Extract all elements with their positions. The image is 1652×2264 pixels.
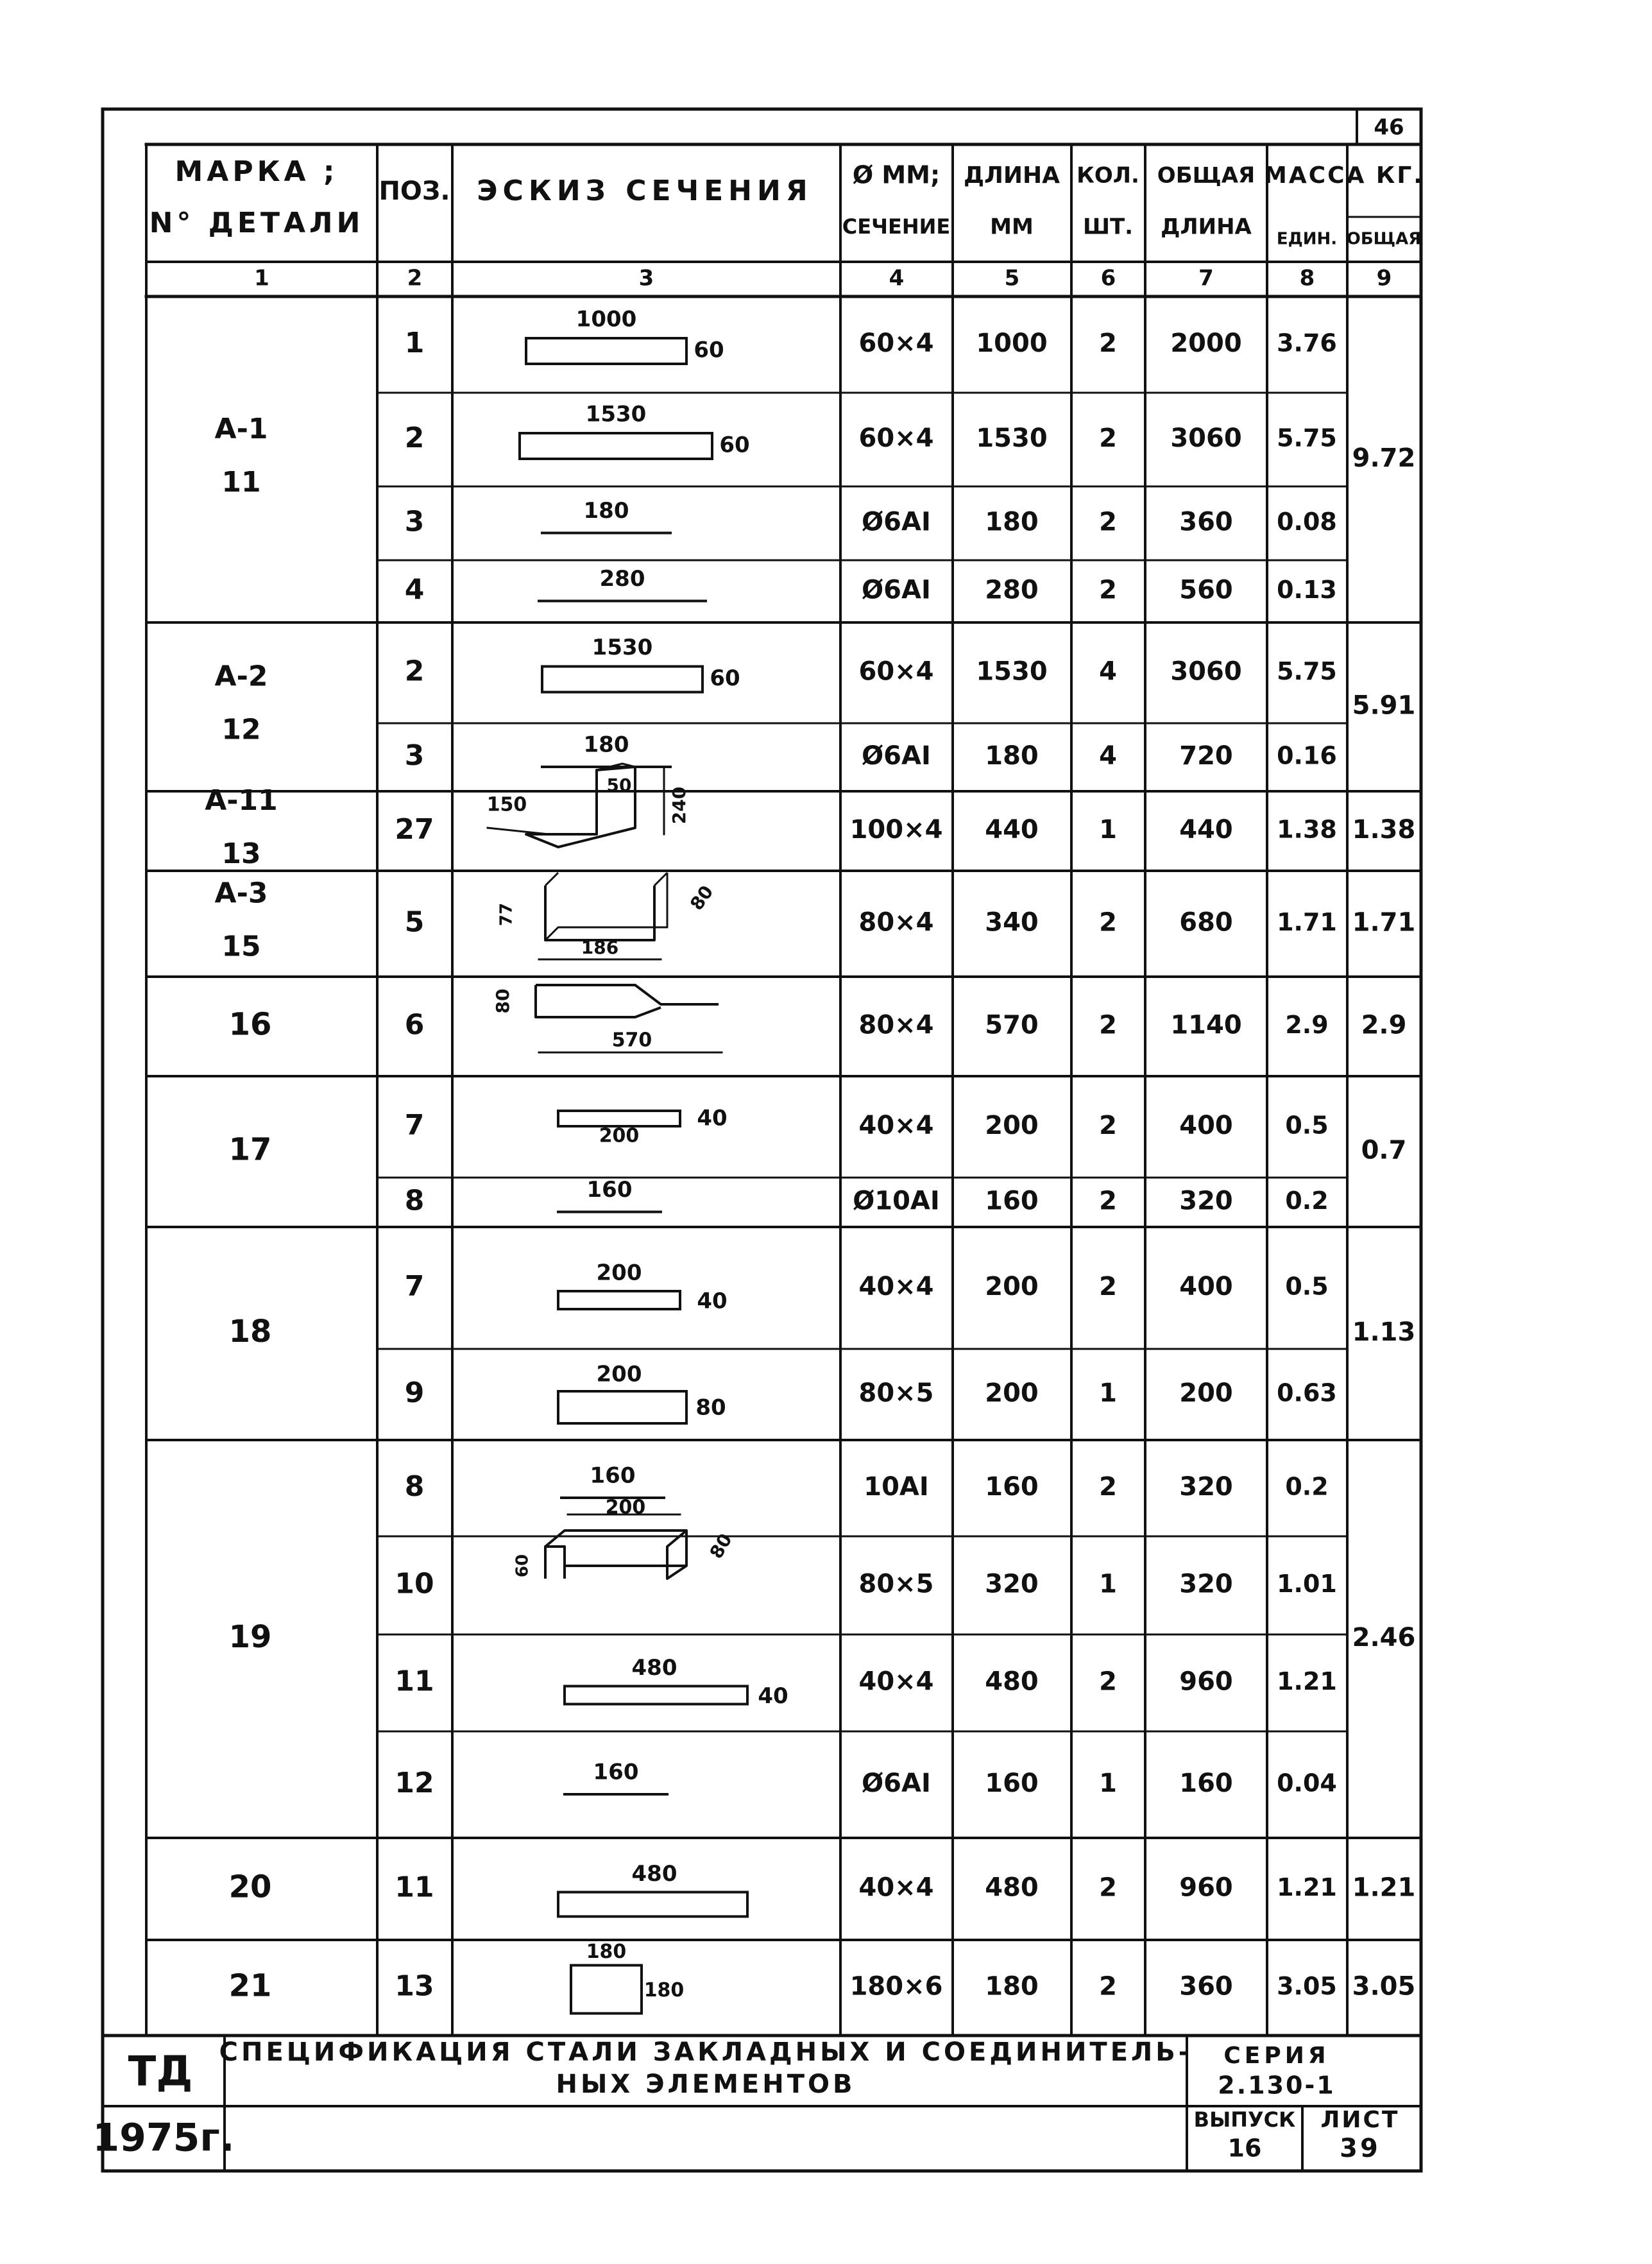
column-number: 2 — [407, 265, 423, 291]
cell-section: 40×4 — [858, 1111, 934, 1140]
group-mark: А-2 — [214, 660, 268, 693]
group-total-mass: 1.71 — [1352, 907, 1416, 938]
cell-section: 80×4 — [858, 1010, 934, 1040]
cell-section: 60×4 — [858, 424, 934, 453]
group-total-mass: 9.72 — [1352, 443, 1416, 473]
cell-unit-mass: 1.71 — [1277, 908, 1337, 936]
cell-qty: 1 — [1099, 815, 1117, 845]
cell-pos: 7 — [404, 1109, 425, 1142]
sheet-number: 46 — [1374, 114, 1404, 141]
group-total-mass: 2.9 — [1361, 1010, 1407, 1040]
cell-length: 340 — [985, 907, 1039, 938]
cell-section: 60×4 — [858, 329, 934, 358]
group-mark: 19 — [228, 1619, 272, 1655]
cell-unit-mass: 1.21 — [1277, 1873, 1337, 1901]
cell-length: 320 — [985, 1569, 1039, 1599]
column-number: 1 — [254, 265, 269, 291]
series-label: СЕРИЯ — [1223, 2043, 1330, 2069]
drawing-title-2: НЫХ ЭЛЕМЕНТОВ — [556, 2070, 856, 2099]
cell-total: 320 — [1179, 1569, 1233, 1599]
flat-bar-sketch — [558, 1111, 680, 1126]
cell-section: 80×5 — [858, 1569, 934, 1599]
sketch-dimension: 1000 — [575, 306, 637, 332]
column-number: 4 — [889, 265, 905, 291]
header-position: ПОЗ. — [379, 176, 450, 206]
flat-bar-sketch — [520, 433, 712, 459]
header-total-length: ОБЩАЯ — [1157, 162, 1256, 189]
cell-total: 1140 — [1170, 1010, 1242, 1040]
cell-unit-mass: 0.5 — [1285, 1272, 1329, 1301]
cell-total: 320 — [1179, 1186, 1233, 1216]
cell-qty: 1 — [1099, 1378, 1117, 1408]
cell-length: 200 — [985, 1378, 1039, 1408]
cell-qty: 2 — [1099, 907, 1117, 938]
cell-section: Ø6АI — [862, 575, 931, 605]
sketch-dimension: 480 — [631, 1655, 677, 1681]
sketch-dimension: 40 — [697, 1105, 728, 1131]
group-total-mass: 5.91 — [1352, 690, 1416, 721]
sketch-dimension: 280 — [599, 566, 645, 592]
group-mark: 16 — [228, 1006, 272, 1043]
cell-pos: 27 — [395, 813, 434, 846]
cell-unit-mass: 1.21 — [1277, 1667, 1337, 1695]
cell-total: 960 — [1179, 1873, 1233, 1903]
cell-length: 200 — [985, 1111, 1039, 1140]
cell-total: 400 — [1179, 1111, 1233, 1140]
cell-qty: 2 — [1099, 1472, 1117, 1502]
cell-qty: 2 — [1099, 424, 1117, 453]
header-mass-unit: ЕДИН. — [1276, 229, 1338, 249]
cell-pos: 8 — [404, 1184, 425, 1217]
dimension-line — [488, 828, 549, 834]
cell-qty: 2 — [1099, 1186, 1117, 1216]
cell-pos: 3 — [404, 739, 425, 772]
cell-section: 40×4 — [858, 1272, 934, 1301]
sketch-dimension: 200 — [599, 1124, 640, 1147]
cell-section: 40×4 — [858, 1873, 934, 1903]
flat-bar-sketch — [565, 1686, 747, 1704]
cell-unit-mass: 3.05 — [1277, 1972, 1337, 2000]
u-channel-sketch — [545, 886, 654, 940]
cell-pos: 11 — [395, 1871, 434, 1904]
sketch-dimension: 80 — [686, 881, 718, 914]
sketch-dimension: 60 — [710, 665, 740, 691]
cell-section: 40×4 — [858, 1667, 934, 1697]
cell-total: 400 — [1179, 1272, 1233, 1301]
cell-qty: 1 — [1099, 1569, 1117, 1599]
cell-length: 480 — [985, 1873, 1039, 1903]
cell-qty: 4 — [1099, 741, 1117, 771]
sketch-dimension: 180 — [643, 1979, 685, 2002]
cell-pos: 2 — [404, 655, 425, 688]
cell-length: 160 — [985, 1186, 1039, 1216]
cell-pos: 2 — [404, 422, 425, 454]
cell-total: 2000 — [1170, 329, 1242, 358]
cell-total: 320 — [1179, 1472, 1233, 1502]
cell-length: 180 — [985, 741, 1039, 771]
header-mark: МАРКА ; — [175, 155, 339, 188]
group-total-mass: 2.46 — [1352, 1623, 1416, 1652]
group-total-mass: 1.38 — [1352, 815, 1416, 845]
cell-pos: 11 — [395, 1665, 434, 1698]
group-mark: А-11 — [205, 784, 278, 817]
u-channel-edge — [545, 873, 667, 940]
sketch-dimension: 160 — [593, 1759, 639, 1785]
header-total-length-2: ДЛИНА — [1161, 214, 1252, 240]
sketch-dimension: 240 — [668, 786, 690, 825]
issue-value: 16 — [1227, 2134, 1262, 2163]
cell-unit-mass: 0.13 — [1277, 576, 1337, 604]
cell-total: 560 — [1179, 575, 1233, 605]
cell-length: 480 — [985, 1667, 1039, 1697]
cell-unit-mass: 0.63 — [1277, 1378, 1337, 1407]
cell-unit-mass: 0.2 — [1285, 1187, 1329, 1215]
cell-pos: 5 — [404, 905, 425, 939]
cell-pos: 6 — [404, 1008, 425, 1042]
cell-qty: 2 — [1099, 1873, 1117, 1903]
cell-unit-mass: 1.38 — [1277, 815, 1337, 844]
group-mark: А-1 — [214, 413, 268, 445]
cell-section: Ø6АI — [862, 507, 931, 537]
cell-unit-mass: 0.16 — [1277, 741, 1337, 770]
column-number: 6 — [1100, 265, 1116, 291]
cell-total: 960 — [1179, 1667, 1233, 1697]
sketch-dimension: 186 — [581, 937, 619, 958]
sketch-dimension: 480 — [631, 1861, 677, 1887]
group-mark: 17 — [228, 1131, 272, 1168]
column-number: 3 — [638, 265, 654, 291]
group-detail: 11 — [221, 466, 261, 499]
column-number: 7 — [1198, 265, 1214, 291]
sketch-dimension: 40 — [697, 1288, 728, 1314]
cell-pos: 3 — [404, 505, 425, 538]
cell-total: 200 — [1179, 1378, 1233, 1408]
sketch-dimension: 80 — [705, 1530, 737, 1563]
sheet-label: ЛИСТ — [1320, 2107, 1400, 2133]
cell-pos: 12 — [395, 1767, 434, 1799]
cell-length: 280 — [985, 575, 1039, 605]
sketch-dimension: 200 — [596, 1361, 642, 1387]
sketch-dimension: 200 — [596, 1260, 642, 1286]
cell-total: 3060 — [1170, 656, 1242, 687]
flat-bar-sketch — [558, 1892, 747, 1917]
cell-length: 440 — [985, 815, 1039, 845]
cell-length: 180 — [985, 1971, 1039, 2002]
flat-bar-sketch — [558, 1291, 680, 1309]
header-detail: N° ДЕТАЛИ — [149, 207, 364, 239]
cell-qty: 2 — [1099, 329, 1117, 358]
cell-pos: 13 — [395, 1969, 434, 2003]
cell-length: 1530 — [976, 656, 1048, 687]
cell-qty: 2 — [1099, 1667, 1117, 1697]
cell-length: 200 — [985, 1272, 1039, 1301]
cell-unit-mass: 0.5 — [1285, 1111, 1329, 1140]
group-detail: 15 — [221, 930, 261, 963]
sketch-dimension: 180 — [583, 732, 629, 758]
sketch-dimension: 160 — [590, 1462, 636, 1489]
cell-qty: 2 — [1099, 1111, 1117, 1140]
cell-section: 10АI — [864, 1472, 929, 1502]
cell-unit-mass: 5.75 — [1277, 657, 1337, 685]
cell-qty: 1 — [1099, 1769, 1117, 1798]
cell-pos: 9 — [404, 1376, 425, 1409]
sketch-dimension: 77 — [497, 902, 516, 927]
header-quantity-unit: ШТ. — [1082, 214, 1134, 240]
cell-pos: 10 — [395, 1567, 434, 1600]
cell-qty: 2 — [1099, 1272, 1117, 1301]
sketch-dimension: 60 — [694, 337, 724, 363]
cell-qty: 2 — [1099, 1010, 1117, 1040]
column-number: 9 — [1376, 265, 1392, 291]
header-mass: МАССА КГ. — [1264, 162, 1424, 189]
sketch-dimension: 60 — [719, 432, 750, 458]
header-sketch: ЭСКИЗ СЕЧЕНИЯ — [477, 175, 813, 207]
cell-unit-mass: 1.01 — [1277, 1570, 1337, 1598]
cell-length: 180 — [985, 507, 1039, 537]
cell-total: 720 — [1179, 741, 1233, 771]
group-detail: 13 — [221, 837, 261, 870]
cell-total: 3060 — [1170, 424, 1242, 453]
header-length-unit: ММ — [990, 214, 1034, 240]
cell-section: 60×4 — [858, 656, 934, 687]
sketch-dimension: 180 — [586, 1941, 627, 1963]
group-total-mass: 1.13 — [1352, 1317, 1416, 1347]
group-mark: 21 — [228, 1968, 272, 2004]
header-quantity: КОЛ. — [1077, 162, 1139, 189]
cell-section: 180×6 — [849, 1971, 943, 2002]
group-mark: А-3 — [214, 877, 268, 910]
sketch-dimension: 150 — [486, 793, 527, 816]
cell-unit-mass: 2.9 — [1285, 1011, 1329, 1039]
cell-section: Ø10АI — [853, 1186, 940, 1216]
cell-section: Ø6АI — [862, 741, 931, 771]
group-total-mass: 3.05 — [1352, 1971, 1416, 2002]
cell-section: 100×4 — [849, 815, 943, 845]
series-value: 2.130-1 — [1218, 2071, 1336, 2100]
cell-pos: 4 — [404, 573, 425, 606]
column-number: 8 — [1299, 265, 1315, 291]
group-mark: 20 — [228, 1869, 272, 1905]
sketch-dimension: 570 — [611, 1029, 652, 1052]
cell-length: 1000 — [976, 329, 1048, 358]
cell-section: 80×5 — [858, 1378, 934, 1408]
cell-qty: 2 — [1099, 575, 1117, 605]
column-number: 5 — [1004, 265, 1020, 291]
cell-section: 80×4 — [858, 907, 934, 938]
cell-unit-mass: 0.2 — [1285, 1472, 1329, 1501]
tapered-bar-sketch — [536, 985, 719, 1017]
flat-bar-sketch — [558, 1391, 686, 1423]
cell-total: 160 — [1179, 1769, 1233, 1798]
bent-bar-sketch — [545, 1531, 686, 1579]
cell-total: 680 — [1179, 907, 1233, 938]
sketch-dimension: 1530 — [592, 635, 653, 660]
flat-bar-sketch — [526, 338, 686, 364]
sketch-dimension: 50 — [606, 775, 632, 796]
cell-length: 570 — [985, 1010, 1039, 1040]
cell-pos: 1 — [404, 327, 425, 359]
cell-length: 1530 — [976, 424, 1048, 453]
cell-unit-mass: 0.04 — [1277, 1769, 1337, 1797]
flat-bar-sketch — [542, 667, 703, 692]
cell-total: 440 — [1179, 815, 1233, 845]
organization-code: ТД — [128, 2048, 193, 2096]
sketch-dimension: 80 — [695, 1394, 726, 1421]
header-diameter: Ø ММ; — [852, 160, 941, 189]
drawing-title: СПЕЦИФИКАЦИЯ СТАЛИ ЗАКЛАДНЫХ И СОЕДИНИТЕЛЬ- — [219, 2037, 1193, 2067]
cell-total: 360 — [1179, 507, 1233, 537]
header-mass-total: ОБЩАЯ — [1346, 229, 1422, 249]
header-section: СЕЧЕНИЕ — [842, 214, 951, 239]
cell-unit-mass: 0.08 — [1277, 508, 1337, 536]
cell-unit-mass: 5.75 — [1277, 424, 1337, 452]
sketch-dimension: 40 — [758, 1683, 788, 1709]
header-length: ДЛИНА — [963, 162, 1060, 189]
group-mark: 18 — [228, 1314, 272, 1350]
cell-total: 360 — [1179, 1971, 1233, 2002]
cell-length: 160 — [985, 1769, 1039, 1798]
sheet-value: 39 — [1340, 2134, 1381, 2163]
group-detail: 12 — [221, 713, 261, 746]
issue-label: ВЫПУСК — [1193, 2107, 1296, 2132]
sketch-dimension: 60 — [513, 1554, 532, 1578]
sketch-dimension: 160 — [586, 1177, 633, 1203]
cell-section: Ø6АI — [862, 1769, 931, 1798]
sketch-dimension: 80 — [492, 988, 513, 1014]
year: 1975г. — [92, 2115, 235, 2161]
cell-pos: 7 — [404, 1270, 425, 1303]
cell-qty: 2 — [1099, 1971, 1117, 2002]
cell-pos: 8 — [404, 1470, 425, 1503]
cell-unit-mass: 3.76 — [1277, 329, 1337, 357]
sketch-dimension: 1530 — [585, 401, 647, 427]
square-plate-sketch — [571, 1966, 642, 2014]
sketch-dimension: 180 — [583, 498, 629, 524]
cell-length: 160 — [985, 1472, 1039, 1502]
group-total-mass: 0.7 — [1361, 1135, 1407, 1165]
cell-qty: 4 — [1099, 656, 1117, 687]
cell-qty: 2 — [1099, 507, 1117, 537]
sketch-dimension: 200 — [605, 1496, 646, 1519]
group-total-mass: 1.21 — [1352, 1873, 1416, 1903]
